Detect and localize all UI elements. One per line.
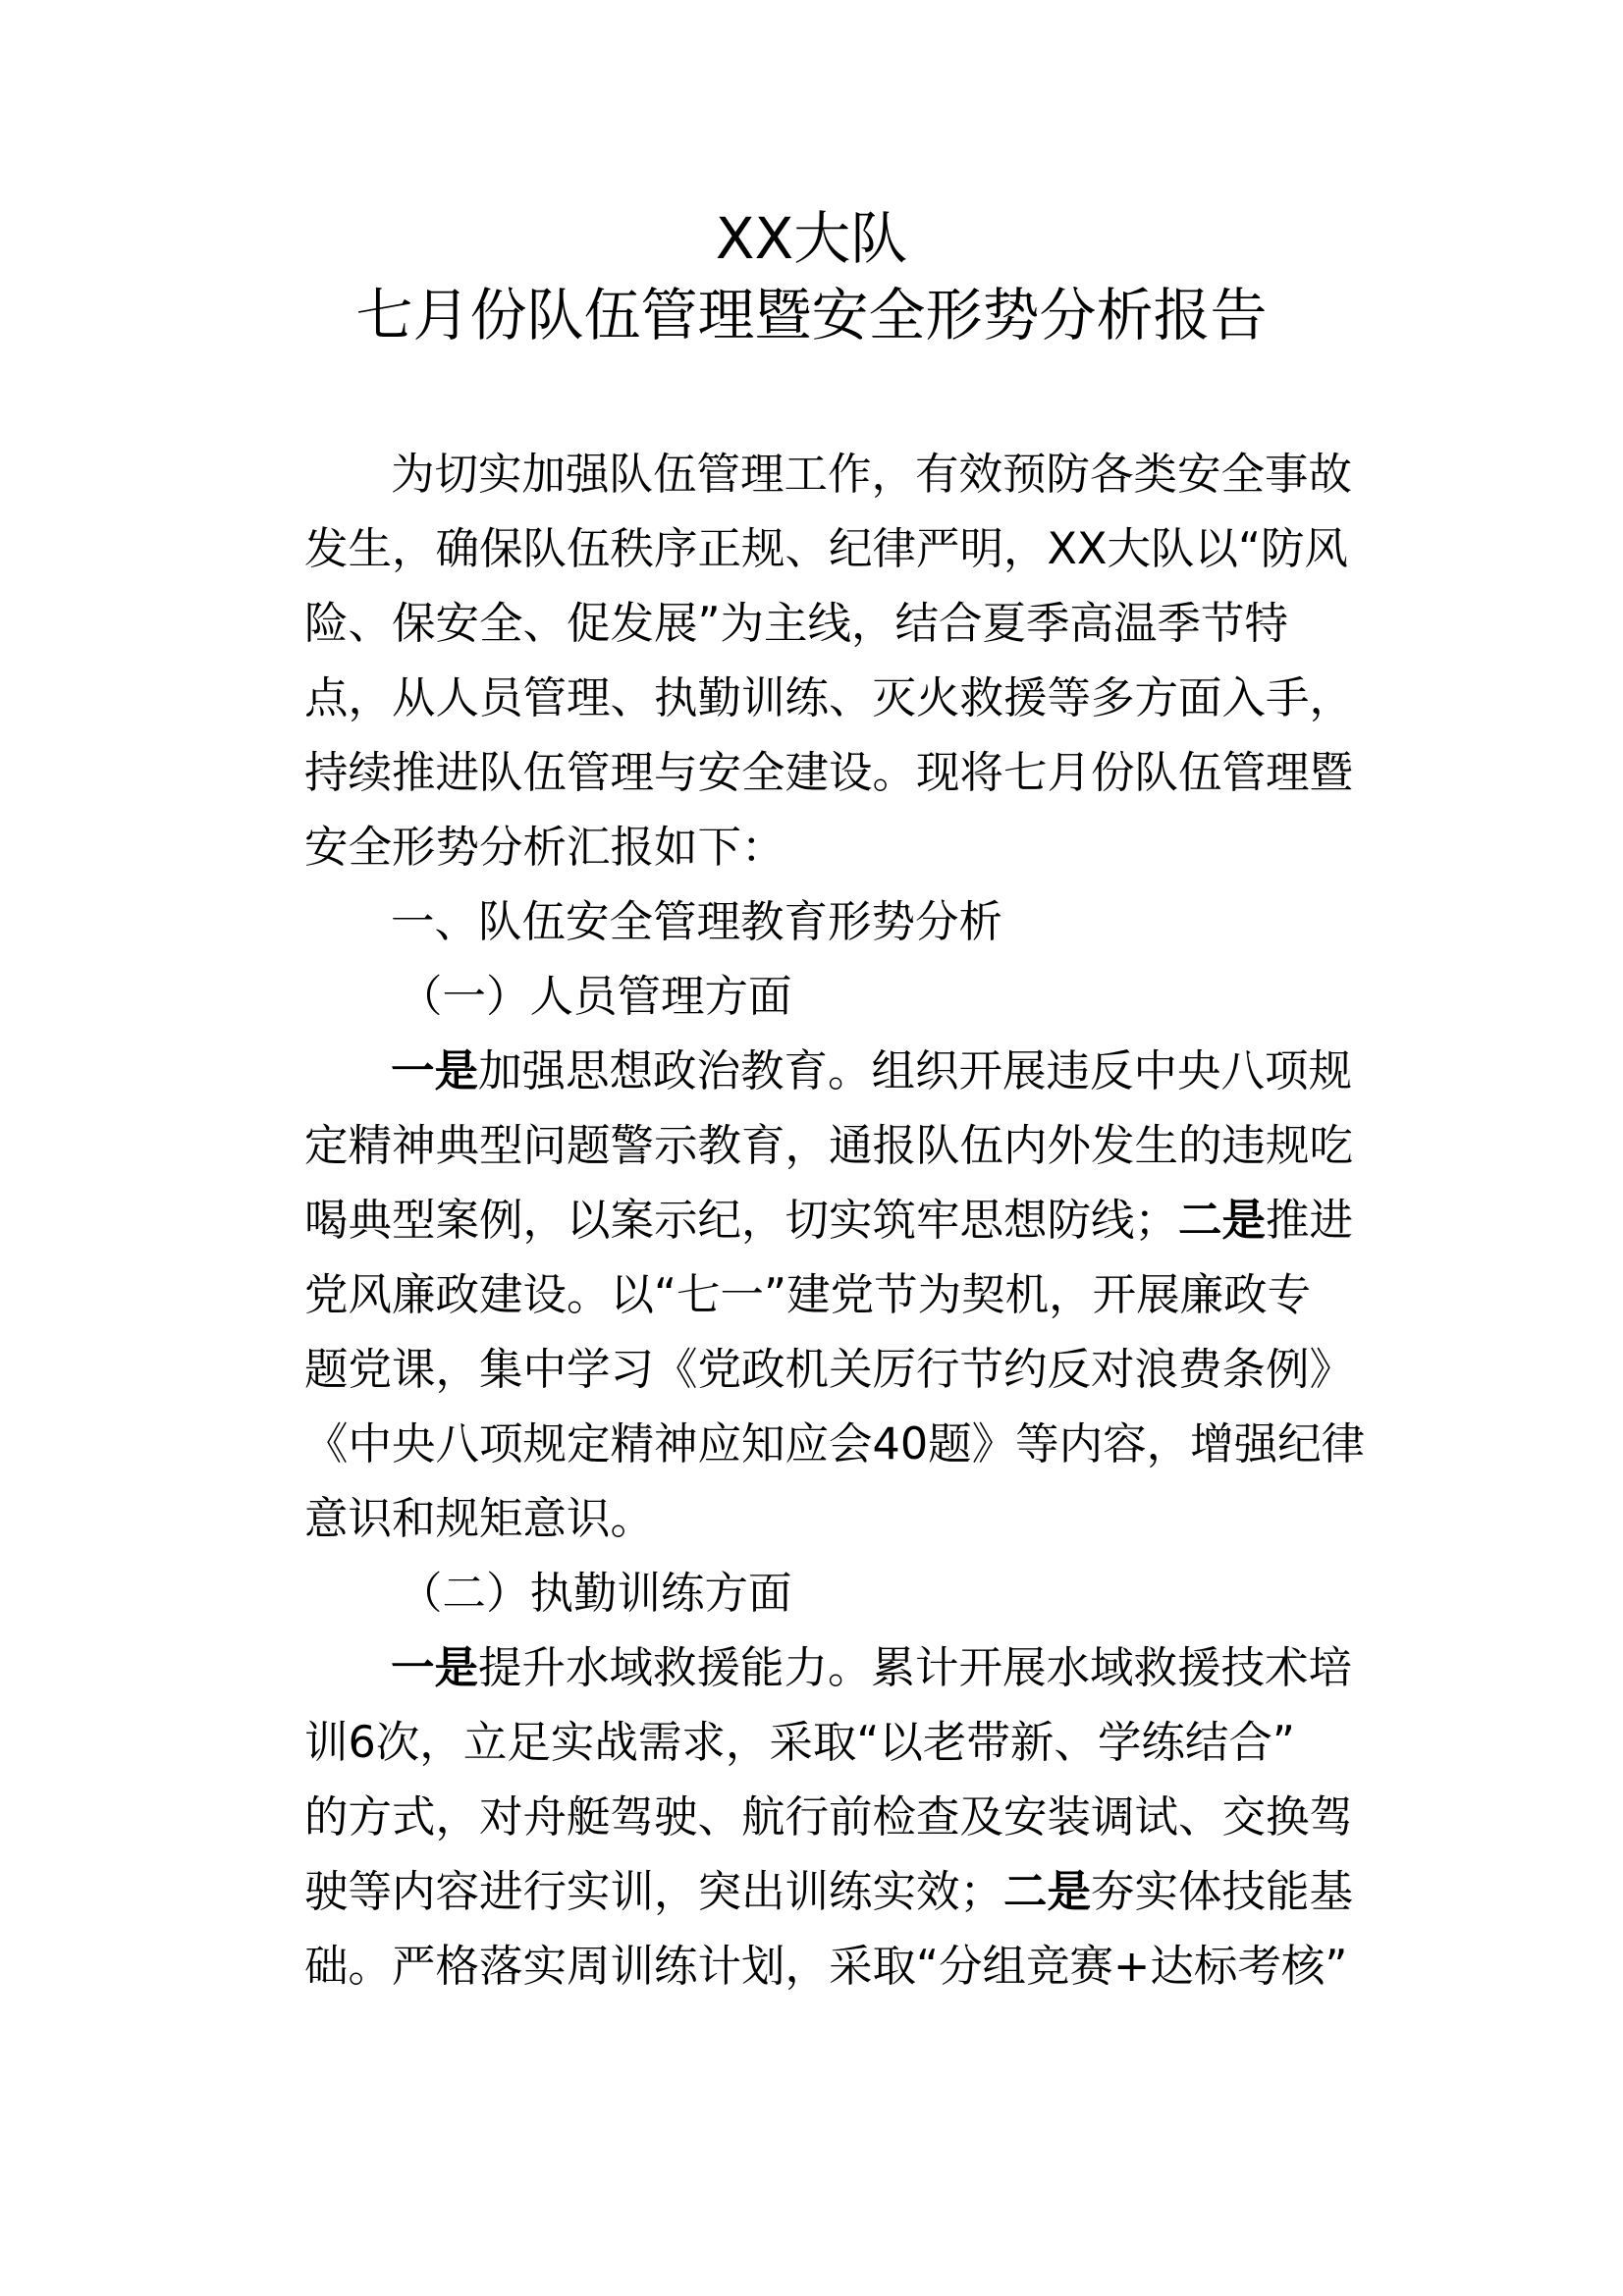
paragraph-line: 的方式，对舟艇驾驶、航行前检查及安装调试、交换驾 <box>304 1792 1354 1842</box>
paragraph-line: 一是加强思想政治教育。组织开展违反中央八项规 <box>391 1046 1353 1096</box>
paragraph-line: 础。严格落实周训练计划，采取“分组竞赛+达标考核” <box>304 1942 1348 1992</box>
paragraph-line: 持续推进队伍管理与安全建设。现将七月份队伍管理暨 <box>304 748 1354 798</box>
paragraph-line: 党风廉政建设。以“七一”建党节为契机，开展廉政专 <box>304 1270 1312 1320</box>
paragraph-line: 一是提升水域救援能力。累计开展水域救援技术培 <box>391 1643 1353 1693</box>
paragraph-line: 定精神典型问题警示教育，通报队伍内外发生的违规吃 <box>304 1121 1354 1171</box>
section-heading-1: 一、队伍安全管理教育形势分析 <box>391 897 1003 947</box>
paragraph-line: 驶等内容进行实训，突出训练实效；二是夯实体技能基 <box>304 1867 1354 1917</box>
paragraph-line: 喝典型案例，以案示纪，切实筑牢思想防线；二是推进 <box>304 1196 1354 1246</box>
paragraph-line: 安全形势分析汇报如下： <box>304 823 785 873</box>
paragraph-line: 险、保安全、促发展”为主线，结合夏季高温季节特 <box>304 599 1289 649</box>
subsection-heading-1: （一）人员管理方面 <box>399 972 792 1022</box>
bold-marker: 一是 <box>391 1046 479 1096</box>
paragraph-line: 意识和规矩意识。 <box>304 1494 655 1544</box>
paragraph-line: 发生，确保队伍秩序正规、纪律严明，XX大队以“防风 <box>304 524 1349 574</box>
document-body <box>304 438 1365 2004</box>
document-title-line-2: 七月份队伍管理暨安全形势分析报告 <box>355 282 1268 348</box>
paragraph-line: 为切实加强队伍管理工作，有效预防各类安全事故 <box>391 450 1353 500</box>
paragraph-line: 训6次，立足实战需求，采取“以老带新、学练结合” <box>304 1718 1295 1768</box>
paragraph-line: 题党课，集中学习《党政机关厉行节约反对浪费条例》 <box>304 1345 1354 1395</box>
paragraph-line: 点，从人员管理、执勤训练、灭火救援等多方面入手， <box>304 673 1354 723</box>
bold-marker: 二是 <box>1003 1867 1092 1917</box>
document-title-line-1: XX大队 <box>715 205 908 272</box>
subsection-heading-2: （二）执勤训练方面 <box>399 1569 792 1619</box>
paragraph-line: 《中央八项规定精神应知应会40题》等内容，增强纪律 <box>304 1419 1366 1469</box>
bold-marker: 一是 <box>391 1643 479 1693</box>
bold-marker: 二是 <box>1178 1196 1267 1246</box>
